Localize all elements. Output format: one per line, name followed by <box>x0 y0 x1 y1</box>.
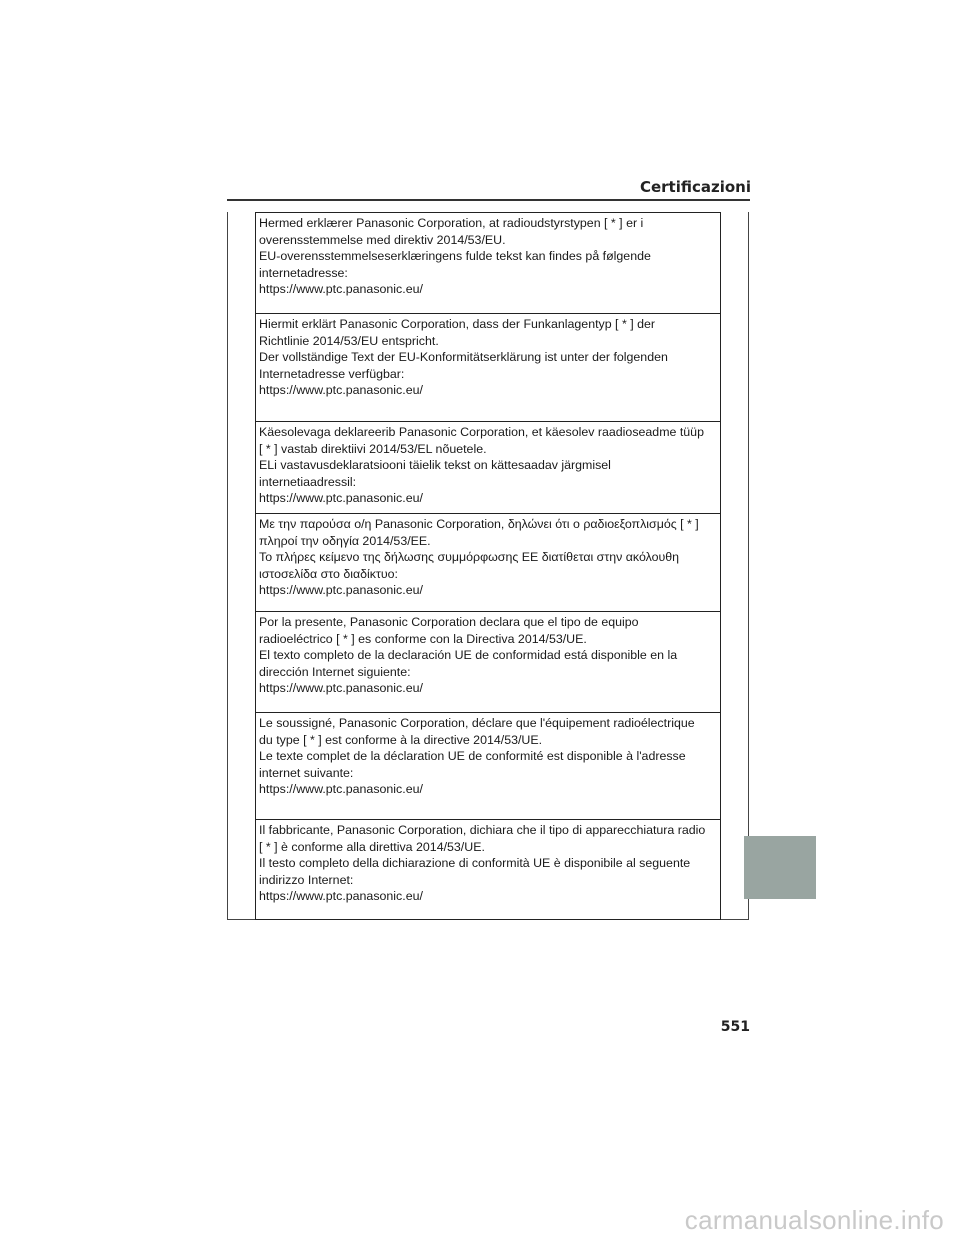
watermark: carmanualsonline.info <box>684 1205 944 1235</box>
header-rule <box>227 199 750 201</box>
declaration-line: internetiaadressil: <box>259 474 357 489</box>
declaration-line: Il fabbricante, Panasonic Corporation, dichiara che il tipo di apparecchiatura radio <box>259 823 706 837</box>
declaration-line: Hiermit erklärt Panasonic Corporation, dass der Funkanlagentyp [ * ] der <box>259 317 656 331</box>
declaration-line: [ * ] è conforme alla direttiva 2014/53/UE. <box>259 839 485 854</box>
declaration-line: [ * ] vastab direktiivi 2014/53/EL nõuetele. <box>259 441 487 456</box>
declaration-line: ELi vastavusdeklaratsiooni täielik tekst on kättesaadav järgmisel <box>259 458 611 473</box>
declaration-line: Le soussigné, Panasonic Corporation, déclare que l'équipement radioélectrique <box>259 716 695 730</box>
declaration-line: Richtlinie 2014/53/EU entspricht. <box>259 333 439 348</box>
declaration-cell-spanish <box>256 612 720 713</box>
declaration-line: Le texte complet de la déclaration UE de conformité est disponible à l'adresse <box>259 749 686 764</box>
declarations-table <box>255 212 721 920</box>
declaration-line: internetadresse: <box>259 265 348 280</box>
declaration-cell-german <box>256 314 720 422</box>
section-side-tab <box>744 836 816 899</box>
declaration-line: Το πλήρες κείμενο της δήλωσης συμμόρφωσης ΕΕ διατίθεται στην ακόλουθη <box>259 550 680 565</box>
declaration-cell-danish <box>256 213 720 314</box>
declaration-line: internet suivante: <box>259 765 354 780</box>
declaration-line: Der vollständige Text der EU-Konformitätserklärung ist unter der folgenden <box>259 350 668 365</box>
declaration-line: dirección Internet siguiente: <box>259 664 411 679</box>
declaration-line: πληροί την οδηγία 2014/53/ΕΕ. <box>259 533 431 548</box>
declaration-line: indirizzo Internet: <box>259 872 354 887</box>
declaration-cell-french <box>256 713 720 820</box>
declaration-line: Por la presente, Panasonic Corporation declara que el tipo de equipo <box>259 615 639 629</box>
declaration-line: Hermed erklærer Panasonic Corporation, at radioudstyrstypen [ * ] er i <box>259 216 644 230</box>
declaration-link[interactable]: https://www.ptc.panasonic.eu/ <box>259 681 423 696</box>
declaration-link[interactable]: https://www.ptc.panasonic.eu/ <box>259 383 423 398</box>
declaration-line: EU-overensstemmelseserklæringens fulde tekst kan findes på følgende <box>259 249 651 264</box>
declaration-cell-italian <box>256 820 720 919</box>
declaration-line: Käesolevaga deklareerib Panasonic Corporation, et käesolev raadioseadme tüüp <box>259 425 704 439</box>
declaration-line: Internetadresse verfügbar: <box>259 366 405 381</box>
page-number: 551 <box>720 1019 750 1035</box>
declaration-cell-estonian <box>256 422 720 514</box>
declaration-link[interactable]: https://www.ptc.panasonic.eu/ <box>259 889 423 904</box>
section-title: Certificazioni <box>639 178 751 196</box>
declaration-link[interactable]: https://www.ptc.panasonic.eu/ <box>259 782 423 797</box>
declaration-line: Il testo completo della dichiarazione di conformità UE è disponibile al seguente <box>259 856 691 871</box>
declaration-link[interactable]: https://www.ptc.panasonic.eu/ <box>259 282 423 297</box>
declaration-line: El texto completo de la declaración UE de conformidad está disponible en la <box>259 648 678 663</box>
declaration-line: ιστοσελίδα στο διαδίκτυο: <box>259 566 398 581</box>
declaration-link[interactable]: https://www.ptc.panasonic.eu/ <box>259 583 423 598</box>
declaration-cell-greek <box>256 514 720 612</box>
declaration-line: du type [ * ] est conforme à la directive 2014/53/UE. <box>259 732 543 747</box>
declaration-link[interactable]: https://www.ptc.panasonic.eu/ <box>259 491 423 506</box>
declaration-line: Με την παρούσα ο/η Panasonic Corporation, δηλώνει ότι ο ραδιοεξοπλισμός [ * ] <box>259 517 699 531</box>
declaration-line: overensstemmelse med direktiv 2014/53/EU. <box>259 232 506 247</box>
declaration-line: radioeléctrico [ * ] es conforme con la Directiva 2014/53/UE. <box>259 631 587 646</box>
